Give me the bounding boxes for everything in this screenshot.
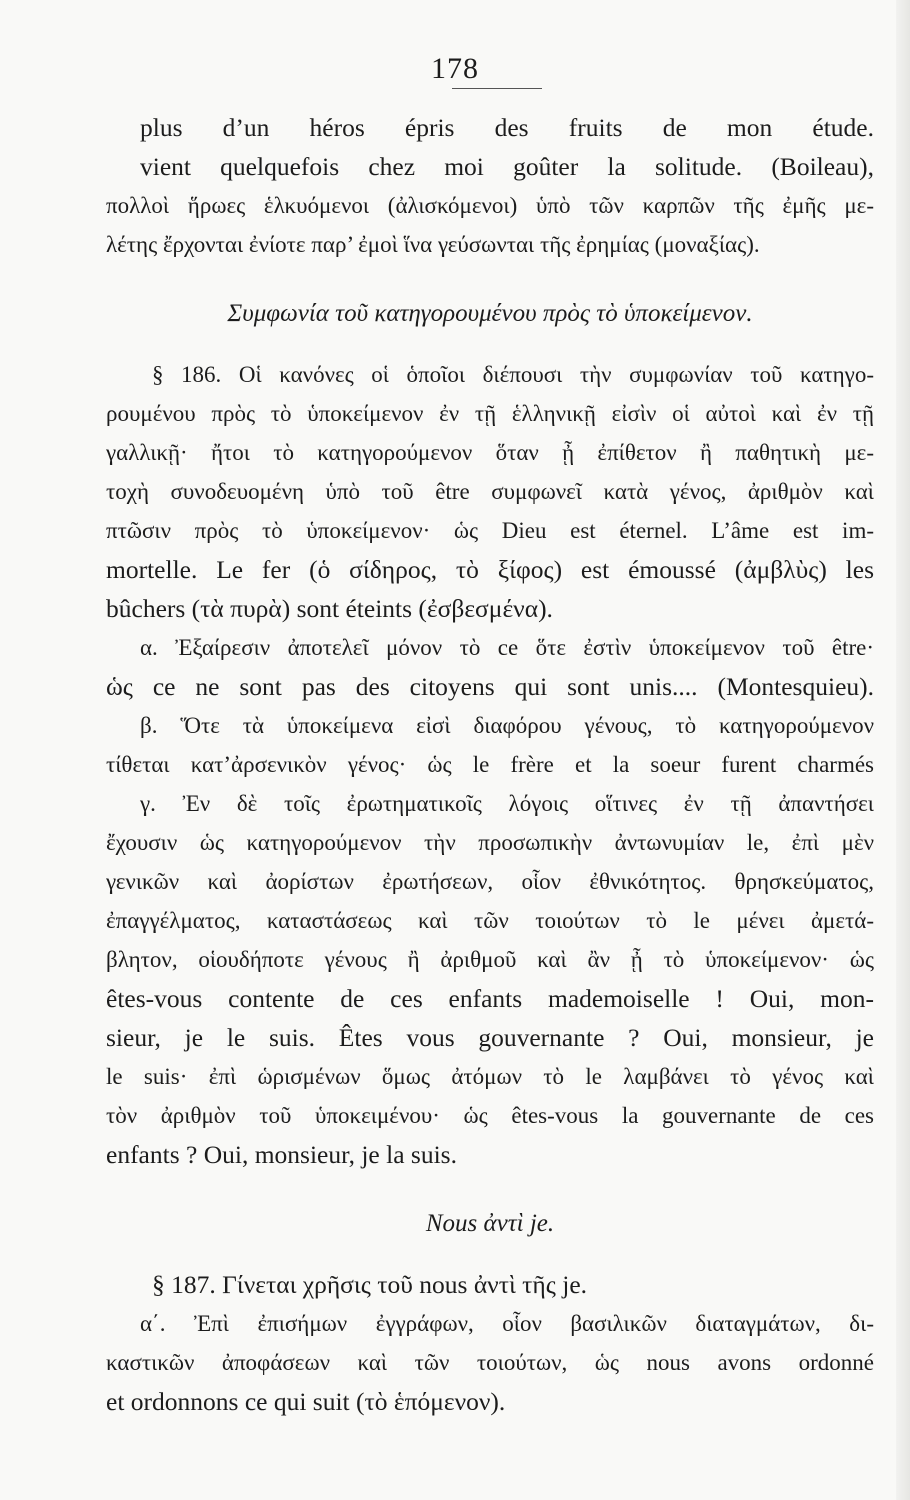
page-number: 178	[431, 52, 479, 85]
text-line: καστικῶν ἀποφάσεων καὶ τῶν τοιούτων, ὡς nous avons ordonné	[106, 1350, 874, 1375]
paragraph-187-start: § 187. Γίνεται χρῆσις τοῦ nous ἀντὶ τῆς je.	[152, 1270, 588, 1299]
text-line: βλητον, οἱουδήποτε γένους ἢ ἀριθμοῦ καὶ ἂν ᾖ τὸ ὑποκείμενον· ὡς	[106, 947, 874, 972]
page-number-rule	[452, 88, 542, 89]
text-line: ἐπαγγέλματος, καταστάσεως καὶ τῶν τοιούτων τὸ le μένει ἀμετά-	[106, 908, 874, 933]
text-line: πολλοὶ ἥρωες ἑλκυόμενοι (ἀλισκόμενοι) ὑπὸ τῶν καρπῶν τῆς ἐμῆς με-	[106, 193, 874, 218]
spacer	[106, 264, 874, 294]
rule-gamma: γ. Ἐν δὲ τοῖς ἐρωτηματικοῖς λόγοις οἵτινες ἐν τῇ ἀπαντήσει	[140, 791, 874, 816]
text-line: plus d’un héros épris des fruits de mon étude.	[140, 113, 874, 142]
rule-alpha: α. Ἐξαίρεσιν ἀποτελεῖ μόνον τὸ ce ὅτε ἐστὶν ὑποκείμενον τοῦ être·	[140, 635, 874, 660]
rule-beta: β. Ὅτε τὰ ὑποκείμενα εἰσὶ διαφόρου γένους, τὸ κατηγορούμενον	[140, 713, 874, 738]
paragraph-186-start: § 186. Οἱ κανόνες οἱ ὁποῖοι διέπουσι τὴν συμφωνίαν τοῦ κατηγο-	[152, 362, 874, 387]
rule-alpha-prime: α΄. Ἐπὶ ἐπισήμων ἐγγράφων, οἷον βασιλικῶν διαταγμάτων, δι-	[140, 1311, 874, 1336]
text-line: le suis· ἐπὶ ὡρισμένων ὅμως ἀτόμων τὸ le λαμβάνει τὸ γένος καὶ	[106, 1064, 874, 1089]
section-heading-nous: Nous ἀντὶ je.	[425, 1210, 555, 1237]
text-line: τοχὴ συνοδευομένη ὑπὸ τοῦ être συμφωνεῖ κατὰ γένος, ἀριθμὸν καὶ	[106, 479, 874, 504]
page-edge-shadow	[896, 0, 910, 1500]
text-line: ρουμένου πρὸς τὸ ὑποκείμενον ἐν τῇ ἑλληνικῇ εἰσὶν οἱ αὐτοὶ καὶ ἐν τῇ	[106, 401, 874, 426]
text-line: λέτης ἔρχονται ἐνίοτε παρ’ ἐμοὶ ἵνα γεύσωνται τῆς ἐρημίας (μοναξίας).	[106, 232, 760, 257]
text-line: mortelle. Le fer (ὁ σίδηρος, τὸ ξίφος) est émoussé (ἀμβλὺς) les	[106, 555, 874, 584]
text-line: ἔχουσιν ὡς κατηγορούμενον τὴν προσωπικὴν ἀντωνυμίαν le, ἐπὶ μὲν	[106, 830, 874, 855]
text-line: γαλλικῇ· ἤτοι τὸ κατηγορούμενον ὅταν ᾖ ἐπίθετον ἢ παθητικὴ με-	[106, 440, 874, 465]
spacer	[106, 1174, 874, 1204]
text-line: et ordonnons ce qui suit (τὸ ἑπόμενον).	[106, 1387, 506, 1416]
text-line: enfants ? Oui, monsieur, je la suis.	[106, 1140, 457, 1169]
text-line: γενικῶν καὶ ἀορίστων ἐρωτήσεων, οἷον ἐθνικότητος. θρησκεύματος,	[106, 869, 874, 894]
text-line: ὡς ce ne sont pas des citoyens qui sont unis.... (Montesquieu).	[106, 672, 874, 701]
spacer	[106, 333, 874, 355]
text-line: πτῶσιν πρὸς τὸ ὑποκείμενον· ὡς Dieu est éternel. L’âme est im-	[106, 518, 874, 543]
spacer	[106, 1243, 874, 1265]
text-line: τὸν ἀριθμὸν τοῦ ὑποκειμένου· ὡς êtes-vous la gouvernante de ces	[106, 1103, 874, 1128]
section-heading-agreement: Συμφωνία τοῦ κατηγορουμένου πρὸς τὸ ὑποκείμενον.	[227, 300, 753, 327]
text-line: τίθεται κατ’ἀρσενικὸν γένος· ὡς le frère et la soeur furent charmés	[106, 752, 874, 777]
text-line: vient quelquefois chez moi goûter la solitude. (Boileau),	[140, 152, 874, 181]
text-line: sieur, je le suis. Êtes vous gouvernante ? Oui, monsieur, je	[106, 1023, 874, 1052]
body-text	[106, 108, 874, 1421]
text-line: bûchers (τὰ πυρὰ) sont éteints (ἐσβεσμένα).	[106, 594, 553, 623]
text-line: êtes-vous contente de ces enfants mademoiselle ! Oui, mon-	[106, 984, 874, 1013]
